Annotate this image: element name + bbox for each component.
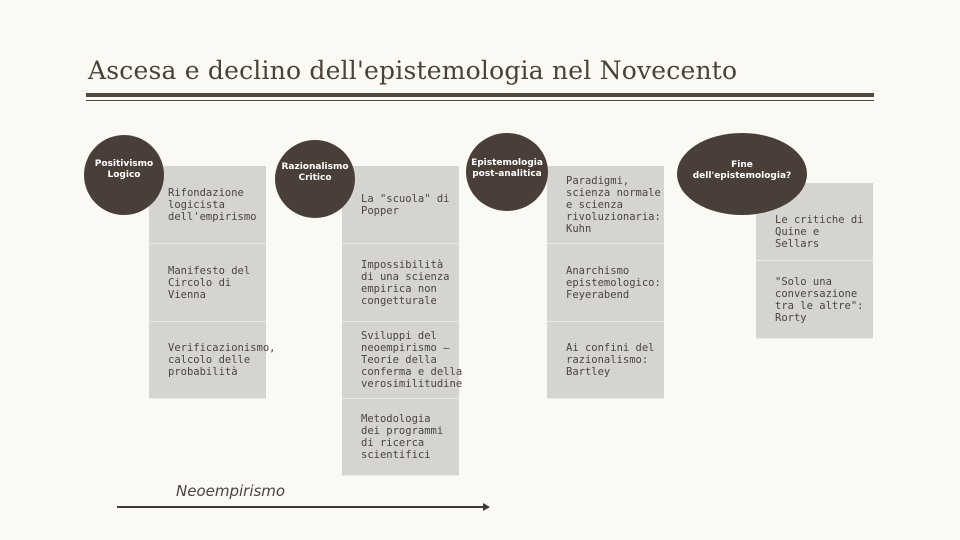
list-item: Manifesto del Circolo di Vienna — [149, 244, 266, 322]
timeline-arrow — [117, 500, 492, 514]
list-item: Metodologia dei programmi di ricerca scientifici — [342, 399, 459, 476]
list-item: Anarchismo epistemologico: Feyerabend — [547, 244, 664, 322]
heading-circle: Fine dell'epistemologia? — [677, 133, 807, 215]
list-item: Verificazionismo, calcolo delle probabilità — [149, 322, 266, 399]
list-item: Rifondazione logicista dell'empirismo — [149, 166, 266, 244]
list-item: La "scuola" di Popper — [342, 166, 459, 244]
title-rule-thick — [86, 93, 874, 97]
heading-circle: Razionalismo Critico — [275, 140, 355, 218]
list-item: Paradigmi, scienza normale e scienza rivoluzionaria: Kuhn — [547, 166, 664, 244]
slide-title: Ascesa e declino dell'epistemologia nel Novecento — [88, 56, 738, 85]
list-item: Impossibilità di una scienza empirica non congetturale — [342, 244, 459, 322]
title-rule-thin — [86, 100, 874, 101]
list-item: "Solo una conversazione tra le altre": Rorty — [756, 261, 873, 339]
heading-circle: Epistemologia post-analitica — [466, 133, 548, 211]
list-item: Sviluppi del neoempirismo – Teorie della conferma e della verosimilitudine — [342, 322, 459, 399]
timeline-label: Neoempirismo — [176, 482, 286, 500]
list-item: Ai confini del razionalismo: Bartley — [547, 322, 664, 399]
heading-circle: Positivismo Logico — [84, 135, 164, 215]
list-item: Le critiche di Quine e Sellars — [756, 183, 873, 261]
